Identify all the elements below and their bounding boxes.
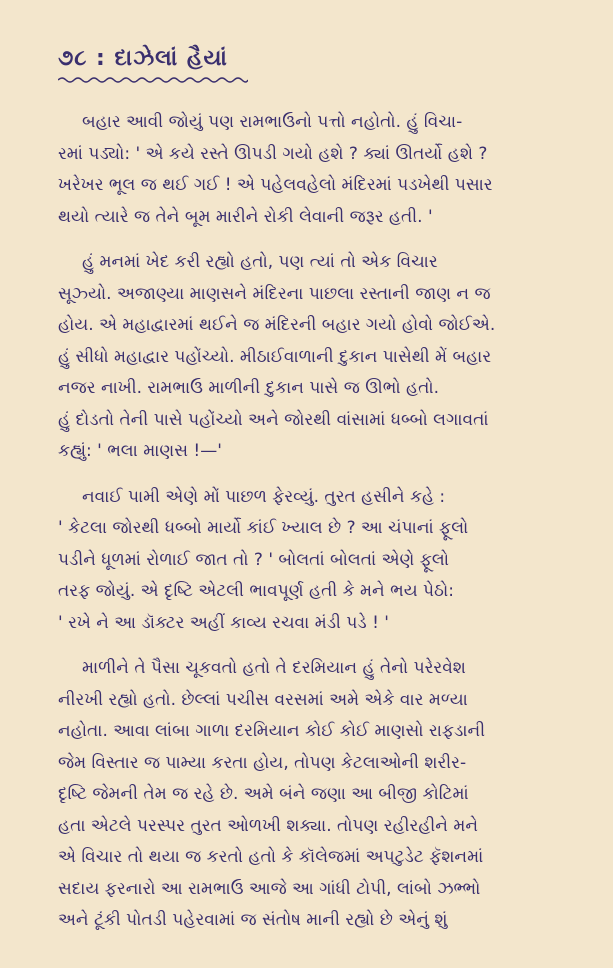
text-line: નહોતા. આવા લાંબા ગાળા દરમિયાન કોઈ કોઈ માણસો રાફડાની [58,721,486,741]
text-line: ' કેટલા જોરથી ધબ્બો માર્યો કાંઈ ખ્યાલ છે ? આ ચંપાનાં ફૂલો [58,518,469,538]
text-line: થયો ત્યારે જ તેને બૂમ મારીને રોકી લેવાની જરૂર હતી. ' [58,206,433,227]
paragraph-3 [58,482,559,640]
text-line: તરફ જોયું. એ દૃષ્ટિ એટલી ભાવપૂર્ણ હતી કે મને ભય પેઠો: [58,581,454,601]
text-line: બહાર આવી જોયું પણ રામભાઉનો પત્તો નહોતો. હું વિચા- [82,112,463,132]
text-line: પડીને ધૂળમાં રોળાઈ જાત તો ? ' બોલતાં બોલતાં એણે ફૂલો [58,549,450,570]
text-line: અને ટૂંકી પોતડી પહેરવામાં જ સંતોષ માની રહ્યો છે એનું શું [58,910,448,930]
text-line: રમાં પડ્યો: ' એ કયે રસ્તે ઊપડી ગયો હશે ? ક્યાં ઊતર્યો હશે ? [58,143,488,164]
text-line: સૂઝ્યો. અજાણ્યા માણસને મંદિરના પાછલા રસ્તાની જાણ ન જ [58,283,491,304]
header-wavy-rule [58,75,248,85]
text-line: નવાઈ પામી એણે મોં પાછળ ફેરવ્યું. તુરત હસીને કહે : [82,486,446,507]
text-line: હું દોડતો તેની પાસે પહોંચ્યો અને જોરથી વાંસામાં ધબ્બો લગાવતાં [58,409,489,430]
paragraph-1 [58,107,559,233]
text-line: એ વિચાર તો થયા જ કરતો હતો કે કૉલેજમાં અપટુડેટ ફૅશનમાં [58,847,484,867]
text-line: હું સીધો મહાદ્વાર પહોંચ્યો. મીઠાઈવાળાની દુકાન પાસેથી મેં બહાર [58,346,492,367]
text-line: હોય. એ મહાદ્વારમાં થઈને જ મંદિરની બહાર ગયો હોવો જોઈએ. [58,315,496,335]
text-line: જેમ વિસ્તાર જ પામ્યા કરતા હોય, તોપણ કેટલાઓની શરીર- [58,752,467,773]
text-line: નીરખી રહ્યો હતો. છેલ્લાં પચીસ વરસમાં અમે એકે વાર મળ્યા [58,689,468,710]
text-line: દૃષ્ટિ જેમની તેમ જ રહે છે. અમે બંને જણા આ બીજી કોટિમાં [58,784,469,804]
text-line: સદાય ફરનારો આ રામભાઉ આજે આ ગાંધી ટોપી, લાંબો ઝભ્ભો [58,878,481,899]
text-line: ' રખે ને આ ડૉક્ટર અહીં કાવ્ય રચવા મંડી પડે ! ' [58,612,389,633]
paragraph-2 [58,247,559,468]
text-line: હું મનમાં ખેદ કરી રહ્યો હતો, પણ ત્યાં તો એક વિચાર [82,252,438,272]
paragraph-4 [58,653,559,937]
text-line: કહ્યું: ' ભલા માણસ !—' [58,441,222,461]
running-head: ૭૮ : દાઝેલાં હૈયાં [58,46,228,71]
text-line: ખરેખર ભૂલ જ થઈ ગઈ ! એ પહેલવહેલો મંદિરમાં પડખેથી પસાર [58,175,493,195]
text-line: હતા એટલે પરસ્પર તુરત ઓળખી શક્યા. તોપણ રહીરહીને મને [58,815,478,836]
text-line: માળીને તે પૈસા ચૂકવતો હતો તે દરમિયાન હું તેનો પરેરવેશ [82,658,466,678]
text-line: નજર નાખી. રામભાઉ માળીની દુકાન પાસે જ ઊભો હતો. [58,378,440,398]
